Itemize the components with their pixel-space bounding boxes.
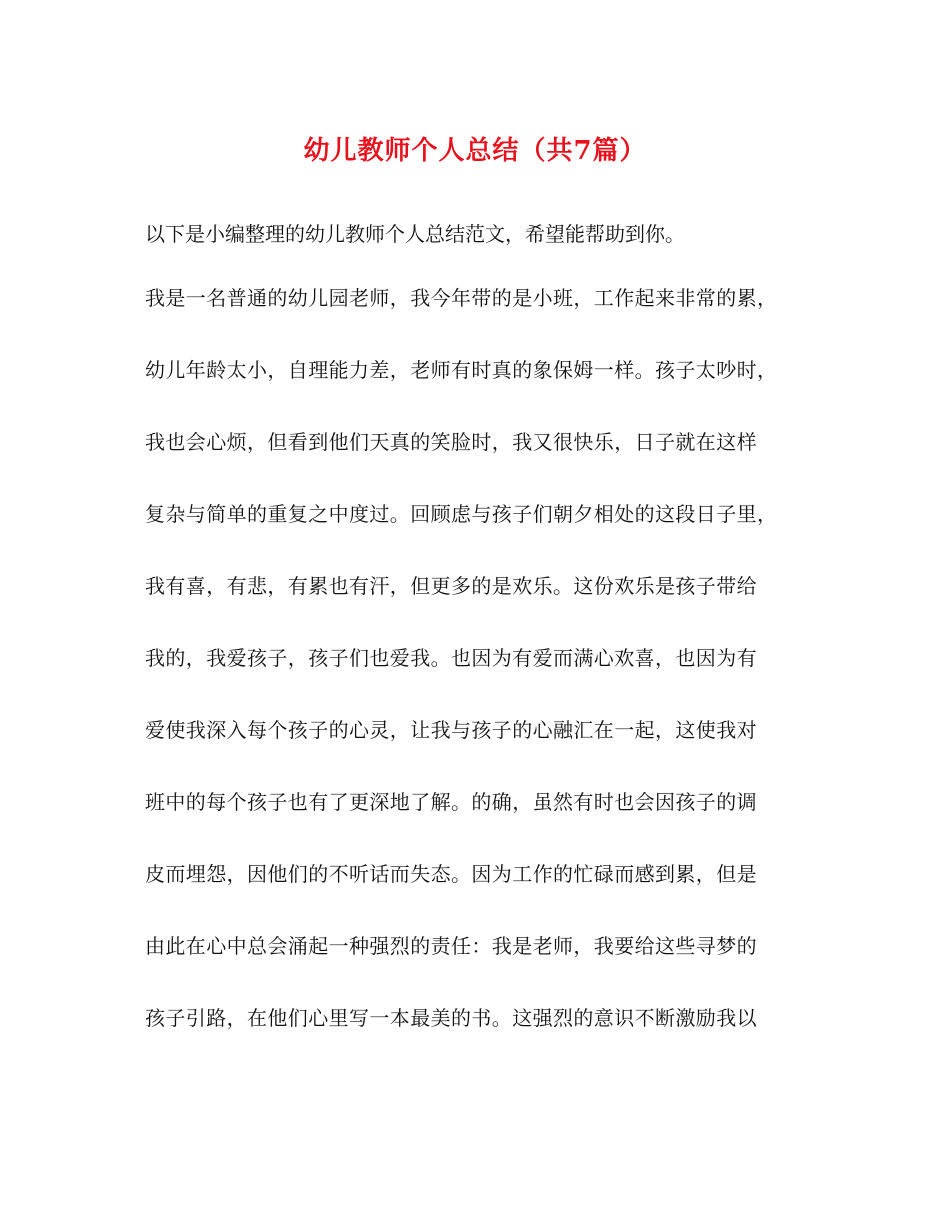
body-line: 幼儿年龄太小，自理能力差，老师有时真的象保姆一样。孩子太吵时， — [145, 358, 778, 382]
body-text — [145, 282, 825, 1074]
body-line: 我的，我爱孩子，孩子们也爱我。也因为有爱而满心欢喜，也因为有 — [145, 646, 757, 670]
body-line: 我是一名普通的幼儿园老师，我今年带的是小班，工作起来非常的累， — [145, 286, 778, 310]
body-line: 我也会心烦，但看到他们天真的笑脸时，我又很快乐，日子就在这样 — [145, 430, 757, 454]
body-line: 爱使我深入每个孩子的心灵，让我与孩子的心融汇在一起，这使我对 — [145, 718, 757, 742]
body-line: 由此在心中总会涌起一种强烈的责任：我是老师，我要给这些寻梦的 — [145, 934, 757, 958]
document-title: 幼儿教师个人总结（共7篇） — [303, 136, 647, 166]
body-line: 班中的每个孩子也有了更深地了解。的确，虽然有时也会因孩子的调 — [145, 790, 757, 814]
body-line: 复杂与简单的重复之中度过。回顾虑与孩子们朝夕相处的这段日子里， — [145, 502, 778, 526]
body-line: 孩子引路，在他们心里写一本最美的书。这强烈的意识不断激励我以 — [145, 1006, 757, 1030]
intro-paragraph: 以下是小编整理的幼儿教师个人总结范文，希望能帮助到你。 — [145, 222, 685, 246]
body-line: 皮而埋怨，因他们的不听话而失态。因为工作的忙碌而感到累，但是 — [145, 862, 757, 886]
body-line: 我有喜，有悲，有累也有汗，但更多的是欢乐。这份欢乐是孩子带给 — [145, 574, 757, 598]
